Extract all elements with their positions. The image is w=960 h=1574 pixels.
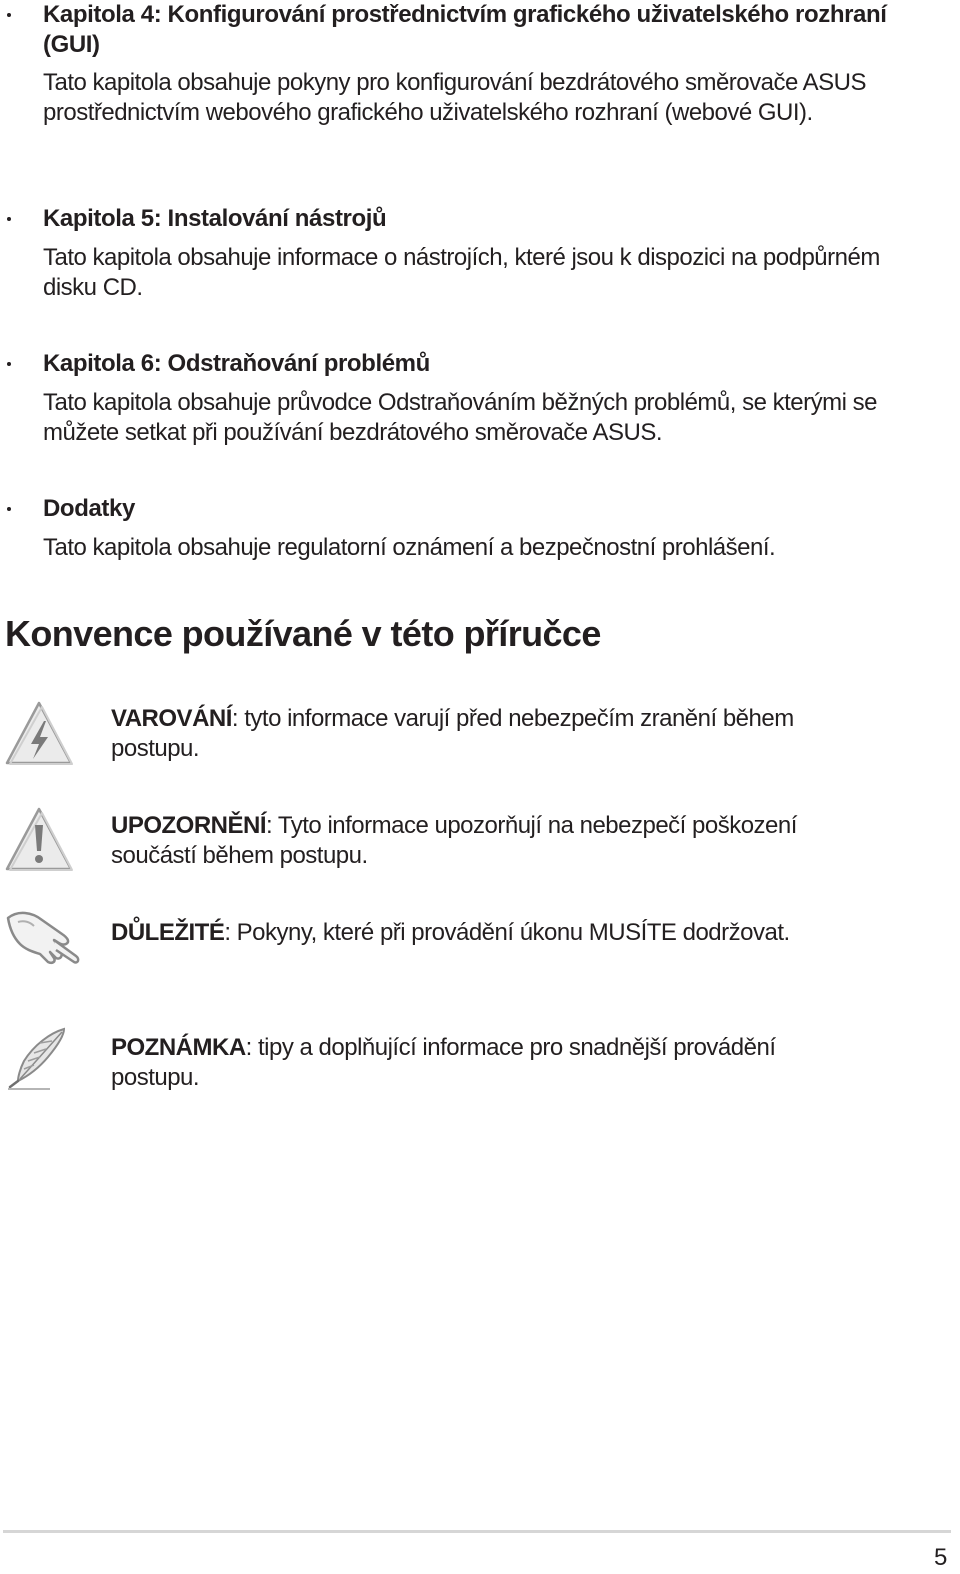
- chapter-description: Tato kapitola obsahuje průvodce Odstraňováním běžných problémů, se kterými se můžete setkat při používání bezdrátového směrovače ASUS.: [43, 389, 877, 446]
- convention-body: : tyto informace varují před nebezpečím zranění během postupu.: [111, 705, 794, 762]
- convention-text: [111, 1033, 851, 1093]
- convention-body: : tipy a doplňující informace pro snadnější provádění postupu.: [111, 1034, 776, 1091]
- chapter-title: Kapitola 6: Odstraňování problémů: [43, 350, 430, 377]
- bullet-icon: [7, 507, 11, 511]
- convention-body: : Tyto informace upozorňují na nebezpečí poškození součástí během postupu.: [111, 812, 797, 869]
- quill-pen-icon: [4, 1027, 74, 1091]
- chapter-title: Kapitola 5: Instalování nástrojů: [43, 205, 387, 232]
- conventions-heading: Konvence používané v této příručce: [5, 613, 601, 654]
- convention-text: [111, 811, 851, 871]
- convention-label: VAROVÁNÍ: [111, 705, 232, 732]
- page-number: 5: [934, 1544, 948, 1571]
- pointing-hand-icon: [4, 906, 84, 968]
- convention-text: [111, 918, 851, 948]
- bullet-icon: [7, 217, 11, 221]
- convention-label: POZNÁMKA: [111, 1034, 246, 1061]
- convention-label: DŮLEŽITÉ: [111, 919, 225, 946]
- chapter-description: Tato kapitola obsahuje informace o nástrojích, které jsou k dispozici na podpůrném disku CD.: [43, 244, 880, 301]
- bullet-icon: [7, 362, 11, 366]
- chapter-title: Kapitola 4: Konfigurování prostřednictvím grafického uživatelského rozhraní (GUI): [43, 1, 887, 58]
- exclamation-caution-icon: [4, 805, 74, 873]
- convention-text: [111, 704, 851, 764]
- lightning-warning-icon: [4, 699, 74, 767]
- chapter-title: Dodatky: [43, 495, 135, 522]
- convention-body: : Pokyny, které při provádění úkonu MUSÍTE dodržovat.: [224, 919, 790, 946]
- chapter-description: Tato kapitola obsahuje pokyny pro konfigurování bezdrátového směrovače ASUS prostřednictvím webového grafického uživatelského rozhraní (webové GUI).: [43, 69, 867, 126]
- bullet-icon: [7, 13, 11, 17]
- chapter-description: Tato kapitola obsahuje regulatorní oznámení a bezpečnostní prohlášení.: [43, 534, 776, 561]
- footer-divider: [3, 1530, 951, 1533]
- convention-label: UPOZORNĚNÍ: [111, 812, 267, 839]
